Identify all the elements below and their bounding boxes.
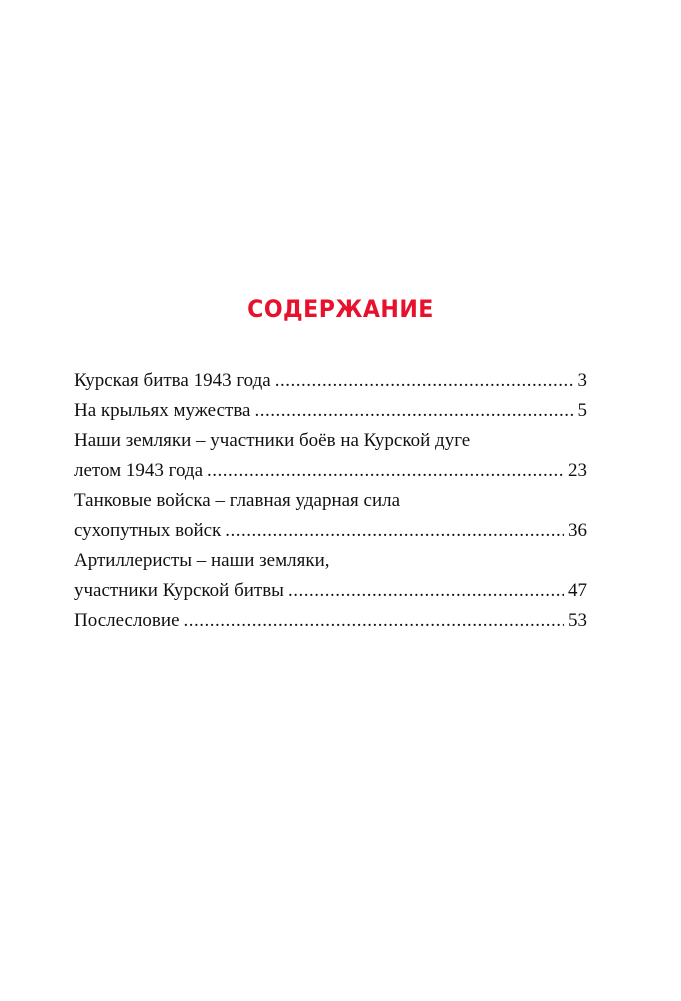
toc-entry-title: Артиллеристы – наши земляки, xyxy=(74,550,330,571)
toc-entry-title: Послесловие xyxy=(74,610,180,631)
toc-page-number: 23 xyxy=(568,460,587,481)
toc-page-number: 3 xyxy=(577,370,587,391)
table-of-contents xyxy=(74,366,587,636)
toc-entry-title: Курская битва 1943 года xyxy=(74,370,271,391)
toc-entry-title: На крыльях мужества xyxy=(74,400,251,421)
dot-leader xyxy=(275,366,574,396)
toc-entry-line xyxy=(74,606,587,636)
dot-leader xyxy=(207,456,564,486)
toc-entry[interactable] xyxy=(74,366,587,396)
toc-entry-title-continued: участники Курской битвы xyxy=(74,580,284,601)
toc-entry-line xyxy=(74,426,587,456)
toc-entry[interactable] xyxy=(74,546,587,606)
dot-leader xyxy=(184,606,564,636)
page-title: СОДЕРЖАНИЕ xyxy=(247,295,434,323)
toc-page-number: 5 xyxy=(577,400,587,421)
toc-entry[interactable] xyxy=(74,486,587,546)
toc-entry-line xyxy=(74,366,587,396)
toc-page-number: 47 xyxy=(568,580,587,601)
toc-entry-line xyxy=(74,396,587,426)
dot-leader xyxy=(288,576,564,606)
toc-entry-line xyxy=(74,486,587,516)
toc-entry-line xyxy=(74,456,587,486)
toc-entry-title-continued: сухопутных войск xyxy=(74,520,222,541)
toc-entry-line xyxy=(74,546,587,576)
toc-entry[interactable] xyxy=(74,606,587,636)
dot-leader xyxy=(254,396,573,426)
toc-entry-line xyxy=(74,576,587,606)
dot-leader xyxy=(225,516,564,546)
toc-page-number: 53 xyxy=(568,610,587,631)
toc-entry-title: Танковые войска – главная ударная сила xyxy=(74,490,401,511)
toc-entry[interactable] xyxy=(74,426,587,486)
toc-page-number: 36 xyxy=(568,520,587,541)
toc-entry-title-continued: летом 1943 года xyxy=(74,460,204,481)
toc-entry[interactable] xyxy=(74,396,587,426)
toc-entry-title: Наши земляки – участники боёв на Курской дуге xyxy=(74,430,471,451)
toc-entry-line xyxy=(74,516,587,546)
